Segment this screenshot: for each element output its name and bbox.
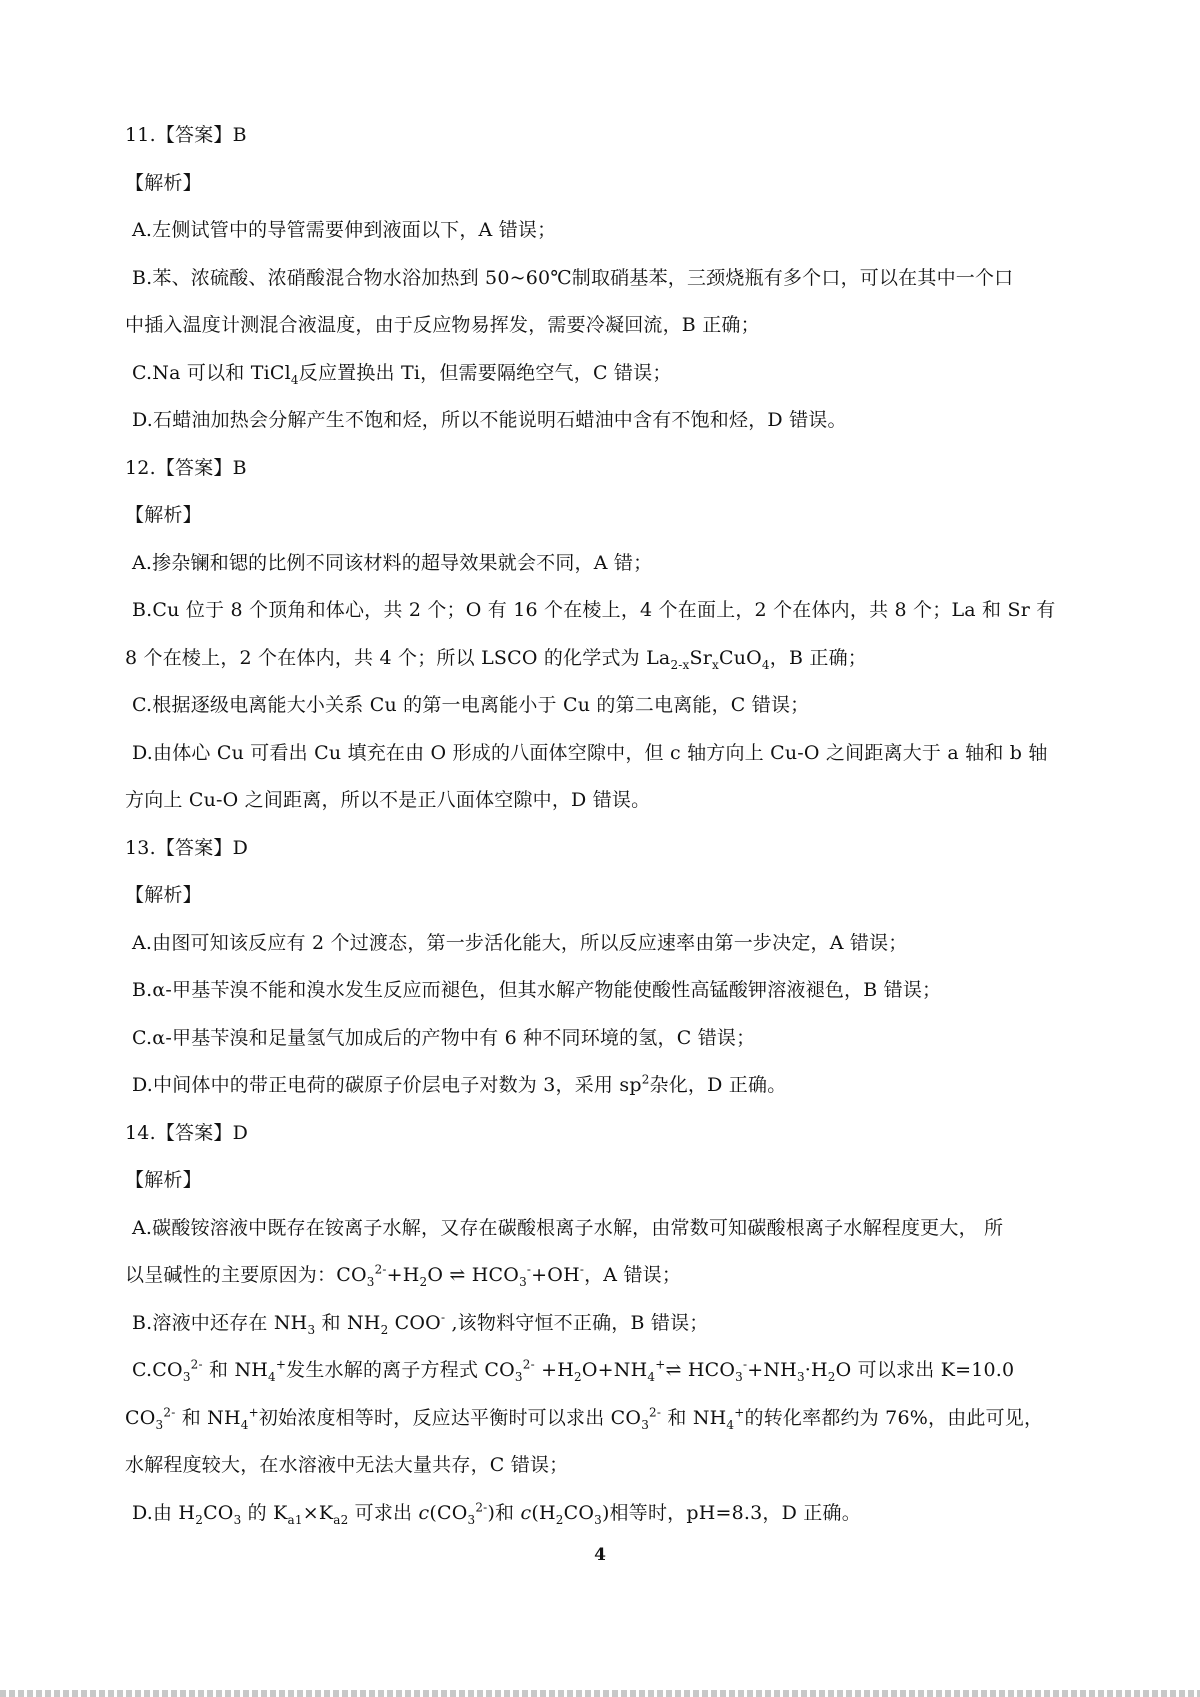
question-12-option-d-line2: 方向上 Cu-O 之间距离，所以不是正八面体空隙中，D 错误。 [125, 789, 651, 811]
question-14-option-c-line1: $C.CO_3^{2-}$ 和 $NH_4^+$发生水解的离子方程式 $CO_3^{2-}$ $+H_2O+NH_4^+\rightleftharpoons$ $HCO_3^-+NH_3\cdot H_2O$ 可以求出 K=10.0 [132, 1357, 1015, 1384]
question-12-answer: 12.【答案】B [125, 456, 247, 479]
question-13-analysis-label: 【解析】 [125, 884, 202, 906]
question-14-analysis-label: 【解析】 [125, 1169, 202, 1191]
question-13-option-b: B.α-甲基苄溴不能和溴水发生反应而褪色，但其水解产物能使酸性高锰酸钾溶液褪色，B 错误； [132, 979, 942, 1001]
question-14-option-b: B.溶液中还存在 $NH_3$ 和 $NH_2$ COO- ,该物料守恒不正确，B 错误； [132, 1310, 709, 1337]
question-14-option-a-line1: A.碳酸铵溶液中既存在铵离子水解，又存在碳酸根离子水解，由常数可知碳酸根离子水解程度更大， 所 [132, 1216, 1004, 1239]
question-12-option-b-line1: B.Cu 位于 8 个顶角和体心，共 2 个；O 有 16 个在棱上，4 个在面上，2 个在体内，共 8 个；La 和 Sr 有 [132, 599, 1056, 621]
question-13-option-d: D.中间体中的带正电荷的碳原子价层电子对数为 3，采用 $sp^2$杂化，D 正确。 [132, 1072, 787, 1096]
question-12-option-a: A.掺杂镧和锶的比例不同该材料的超导效果就会不同，A 错； [132, 551, 653, 574]
question-12-option-b-line2: 8 个在棱上，2 个在体内，共 4 个；所以 LSCO 的化学式为 $La_{2-x}Sr_xCuO_4$，B 正确； [125, 646, 867, 672]
question-13-option-a: A.由图可知该反应有 2 个过渡态，第一步活化能大，所以反应速率由第一步决定，A 错误； [132, 931, 908, 954]
question-13-answer: 13.【答案】D [125, 836, 249, 859]
question-14-option-c-line2: $CO_3^{2-}$ 和 $NH_4^+$初始浓度相等时，反应达平衡时可以求出 $CO_3^{2-}$ 和 $NH_4^+$的转化率都约为 76%，由此可见， [125, 1405, 1044, 1432]
question-14-option-d: D.由 $H_2CO_3$ 的 $K_{a1}\times K_{a2}$ 可求出 $c(CO_3^{2-})$和 $c(H_2CO_3)$相等时，pH=8.3，D 正确。 [132, 1500, 861, 1527]
question-13-option-c: C.α-甲基苄溴和足量氢气加成后的产物中有 6 种不同环境的氢，C 错误； [132, 1026, 756, 1049]
question-11-option-b-line1: B.苯、浓硫酸、浓硝酸混合物水浴加热到 50~60℃制取硝基苯，三颈烧瓶有多个口，可以在其中一个口 [132, 266, 1014, 289]
question-12-option-d-line1: D.由体心 Cu 可看出 Cu 填充在由 O 形成的八面体空隙中，但 c 轴方向上 Cu-O 之间距离大于 a 轴和 b 轴 [132, 741, 1048, 764]
question-11-option-c: C.Na 可以和 TiCl$_4$反应置换出 Ti，但需要隔绝空气，C 错误； [132, 361, 672, 387]
question-11-option-b-line2: 中插入温度计测混合液温度，由于反应物易挥发，需要冷凝回流，B 正确； [125, 314, 760, 336]
question-12-analysis-label: 【解析】 [125, 504, 202, 526]
scan-bottom-edge [0, 1690, 1200, 1697]
question-11-option-a: A.左侧试管中的导管需要伸到液面以下，A 错误； [132, 219, 557, 241]
page-number: 4 [594, 1545, 606, 1565]
question-11-answer: 11.【答案】B [125, 124, 247, 146]
answer-analysis-content [125, 112, 1105, 1537]
question-11-analysis-label: 【解析】 [125, 171, 202, 194]
question-14-option-c-line3: 水解程度较大，在水溶液中无法大量共存，C 错误； [125, 1454, 569, 1476]
question-14-answer: 14.【答案】D [125, 1121, 249, 1144]
question-14-option-a-line2: 以呈碱性的主要原因为：$CO_3^{2-}+H_2O$ ⇌ $HCO_3^-+OH^-$，A 错误； [125, 1262, 682, 1289]
question-11-option-d: D.石蜡油加热会分解产生不饱和烃，所以不能说明石蜡油中含有不饱和烃，D 错误。 [132, 409, 847, 431]
question-12-option-c: C.根据逐级电离能大小关系 Cu 的第一电离能小于 Cu 的第二电离能，C 错误； [132, 694, 810, 716]
